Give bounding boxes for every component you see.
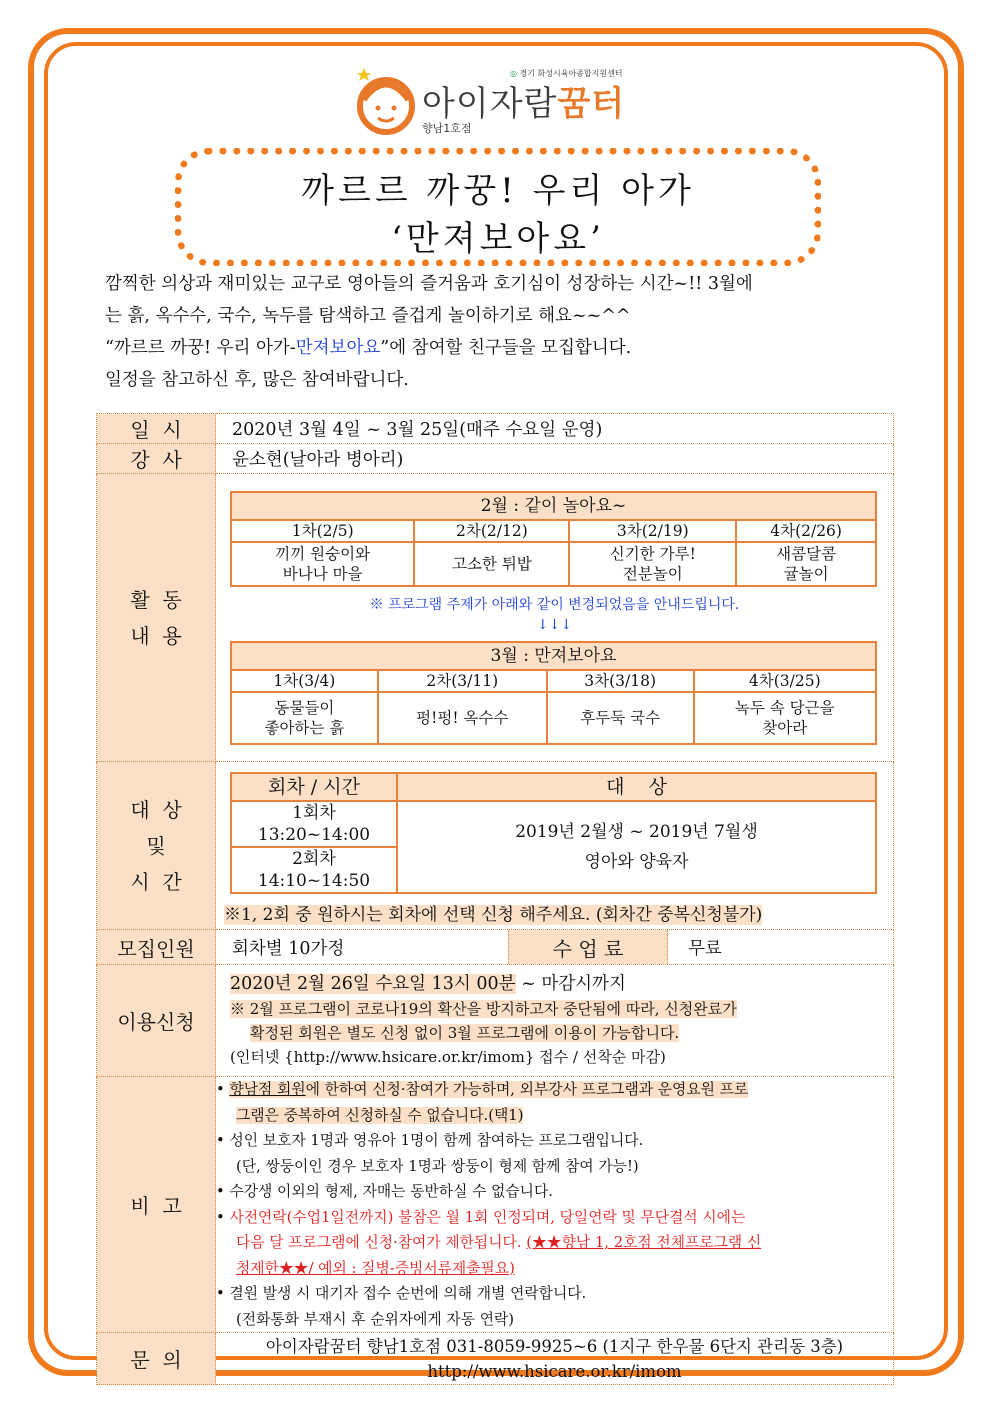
remarks-content: [216, 1077, 894, 1333]
info-table: [96, 413, 894, 1385]
session-topic: 끼끼 원숭이와 바나나 마을: [231, 542, 414, 586]
session-topic: 펑!펑! 옥수수: [378, 692, 547, 744]
session-no: 3차(2/19): [569, 520, 736, 542]
title-box: [175, 148, 821, 266]
title-line-1: 까르르 까꿍! 우리 아가: [301, 171, 695, 211]
title-line-2: ‘만져보아요’: [391, 219, 605, 259]
target-header: 대 상: [397, 773, 876, 801]
session-no: 4차(2/26): [736, 520, 876, 542]
session-no: 2차(2/12): [414, 520, 569, 542]
table-row: [97, 444, 894, 474]
remark-item-cont: (전화통화 부재시 후 순위자에게 자동 연락): [236, 1310, 515, 1328]
activity-content: [216, 474, 894, 762]
schedule-value: 2020년 3월 4일 ~ 3월 25일(매주 수요일 운영): [216, 414, 894, 444]
remark-item-cont: (단, 쌍둥이인 경우 보호자 1명과 쌍둥이 형제 함께 참여 가능!): [236, 1157, 639, 1175]
target-description: 2019년 2월생 ~ 2019년 7월생 영아와 양육자: [397, 801, 876, 893]
intro-line: 일정을 참고하신 후, 많은 참여바랍니다.: [105, 370, 409, 390]
fee-value: 무료: [688, 938, 722, 959]
target-content: [216, 762, 894, 930]
target-label: 대 상 및 시 간: [97, 762, 216, 930]
brand-name: 아이자람꿈터: [422, 84, 626, 124]
target-time-table: [230, 772, 877, 894]
recruit-content: [216, 930, 894, 965]
target-note: ※1, 2회 중 원하시는 회차에 선택 신청 해주세요. (회차간 중복신청불가): [224, 905, 763, 925]
mar-title: 3월 : 만져보아요: [231, 642, 876, 670]
schedule-label: 일 시: [97, 414, 216, 444]
session-no: 1차(3/4): [231, 670, 378, 692]
feb-program-table: [230, 491, 877, 587]
instructor-label: 강 사: [97, 444, 216, 474]
session-topic: 녹두 속 당근을 찾아라: [694, 692, 876, 744]
intro-line: 깜찍한 의상과 재미있는 교구로 영아들의 즐거움과 호기심이 성장하는 시간~!! 3월에: [105, 274, 753, 294]
intro-line: 는 흙, 옥수수, 국수, 녹두를 탐색하고 즐겁게 놀이하기로 해요~~^^: [105, 306, 631, 326]
apply-date: 2020년 2월 26일 수요일 13시 00분 ~ 마감시까지: [230, 974, 626, 994]
session-topic: 새콤달콤 귤놀이: [736, 542, 876, 586]
apply-note-2: 확정된 회원은 별도 신청 없이 3월 프로그램에 이용이 가능합니다.: [250, 1024, 680, 1042]
mar-program-table: [230, 641, 877, 745]
session-1: 1회차 13:20~14:00: [231, 801, 397, 847]
branch-name: 향남1호점: [422, 122, 472, 135]
recruit-value: 회차별 10가정: [232, 938, 345, 959]
down-arrows: ↓↓↓: [536, 616, 573, 633]
feb-title: 2월 : 같이 놀아요~: [231, 492, 876, 520]
session-no: 1차(2/5): [231, 520, 414, 542]
session-no: 2차(3/11): [378, 670, 547, 692]
contact-address: 아이자람꿈터 향남1호점 031-8059-9925~6 (1지구 한우물 6단지 관리동 3층): [265, 1336, 844, 1356]
change-notice: ※ 프로그램 주제가 아래와 같이 변경되었음을 안내드립니다.: [369, 596, 740, 613]
table-row: [97, 965, 894, 1077]
recruit-label: 모집인원: [97, 930, 216, 965]
activity-label: 활 동 내 용: [97, 474, 216, 762]
remark-item: • 사전연락(수업1일전까지) 불참은 월 1회 인정되며, 당일연락 및 무단결석 시에는: [216, 1208, 746, 1226]
remark-item-cont: 그램은 중복하여 신청하실 수 없습니다.(택1): [236, 1106, 524, 1124]
time-header: 회차 / 시간: [231, 773, 397, 801]
contact-content: [216, 1333, 894, 1385]
table-row: [97, 1077, 894, 1333]
remark-item: • 성인 보호자 1명과 영유아 1명이 함께 참여하는 프로그램입니다.: [216, 1132, 644, 1149]
apply-content: [216, 965, 894, 1077]
remark-item: • 향남점 회원에 한하여 신청·참여가 가능하며, 외부강사 프로그램과 운영요원 프로: [216, 1081, 749, 1098]
remarks-label: 비 고: [97, 1077, 216, 1333]
remark-item: • 수강생 이외의 형제, 자매는 동반하실 수 없습니다.: [216, 1183, 553, 1200]
table-row: [97, 762, 894, 930]
apply-label: 이용신청: [97, 965, 216, 1077]
logo: [350, 58, 650, 138]
table-row: [97, 414, 894, 444]
session-2: 2회차 14:10~14:50: [231, 847, 397, 893]
session-no: 3차(3/18): [547, 670, 694, 692]
table-row: [97, 930, 894, 965]
intro-line: “까르르 까꿍! 우리 아가-만져보아요”에 참여할 친구들을 모집합니다.: [105, 338, 632, 358]
session-topic: 신기한 가루! 전분놀이: [569, 542, 736, 586]
organization-name: ◎ 경기 화성시육아종합지원센터: [510, 69, 623, 78]
child-face-icon: [350, 64, 422, 136]
session-topic: 고소한 튀밥: [414, 542, 569, 586]
instructor-value: 윤소현(날아라 병아리): [216, 444, 894, 474]
remark-item-cont: 청제한★★/ 예외 : 질병-증빙서류제출필요): [236, 1259, 515, 1277]
contact-website[interactable]: http://www.hsicare.or.kr/imom: [427, 1361, 682, 1381]
intro-paragraph: [105, 268, 895, 396]
apply-online: (인터넷 {http://www.hsicare.or.kr/imom} 접수 / 선착순 마감): [230, 1048, 666, 1066]
contact-label: 문 의: [97, 1333, 216, 1385]
session-topic: 동물들이 좋아하는 흙: [231, 692, 378, 744]
fee-label: 수 업 료: [508, 930, 668, 964]
table-row: [97, 1333, 894, 1385]
remark-item: • 결원 발생 시 대기자 접수 순번에 의해 개별 연락합니다.: [216, 1285, 587, 1302]
session-no: 4차(3/25): [694, 670, 876, 692]
remark-item-cont: 다음 달 프로그램에 신청·참여가 제한됩니다. (★★향남 1, 2호점 전체프로그램 신: [236, 1234, 762, 1251]
apply-note-1: ※ 2월 프로그램이 코로나19의 확산을 방지하고자 중단됨에 따라, 신청완료가: [230, 1000, 737, 1018]
table-row: [97, 474, 894, 762]
session-topic: 후두둑 국수: [547, 692, 694, 744]
